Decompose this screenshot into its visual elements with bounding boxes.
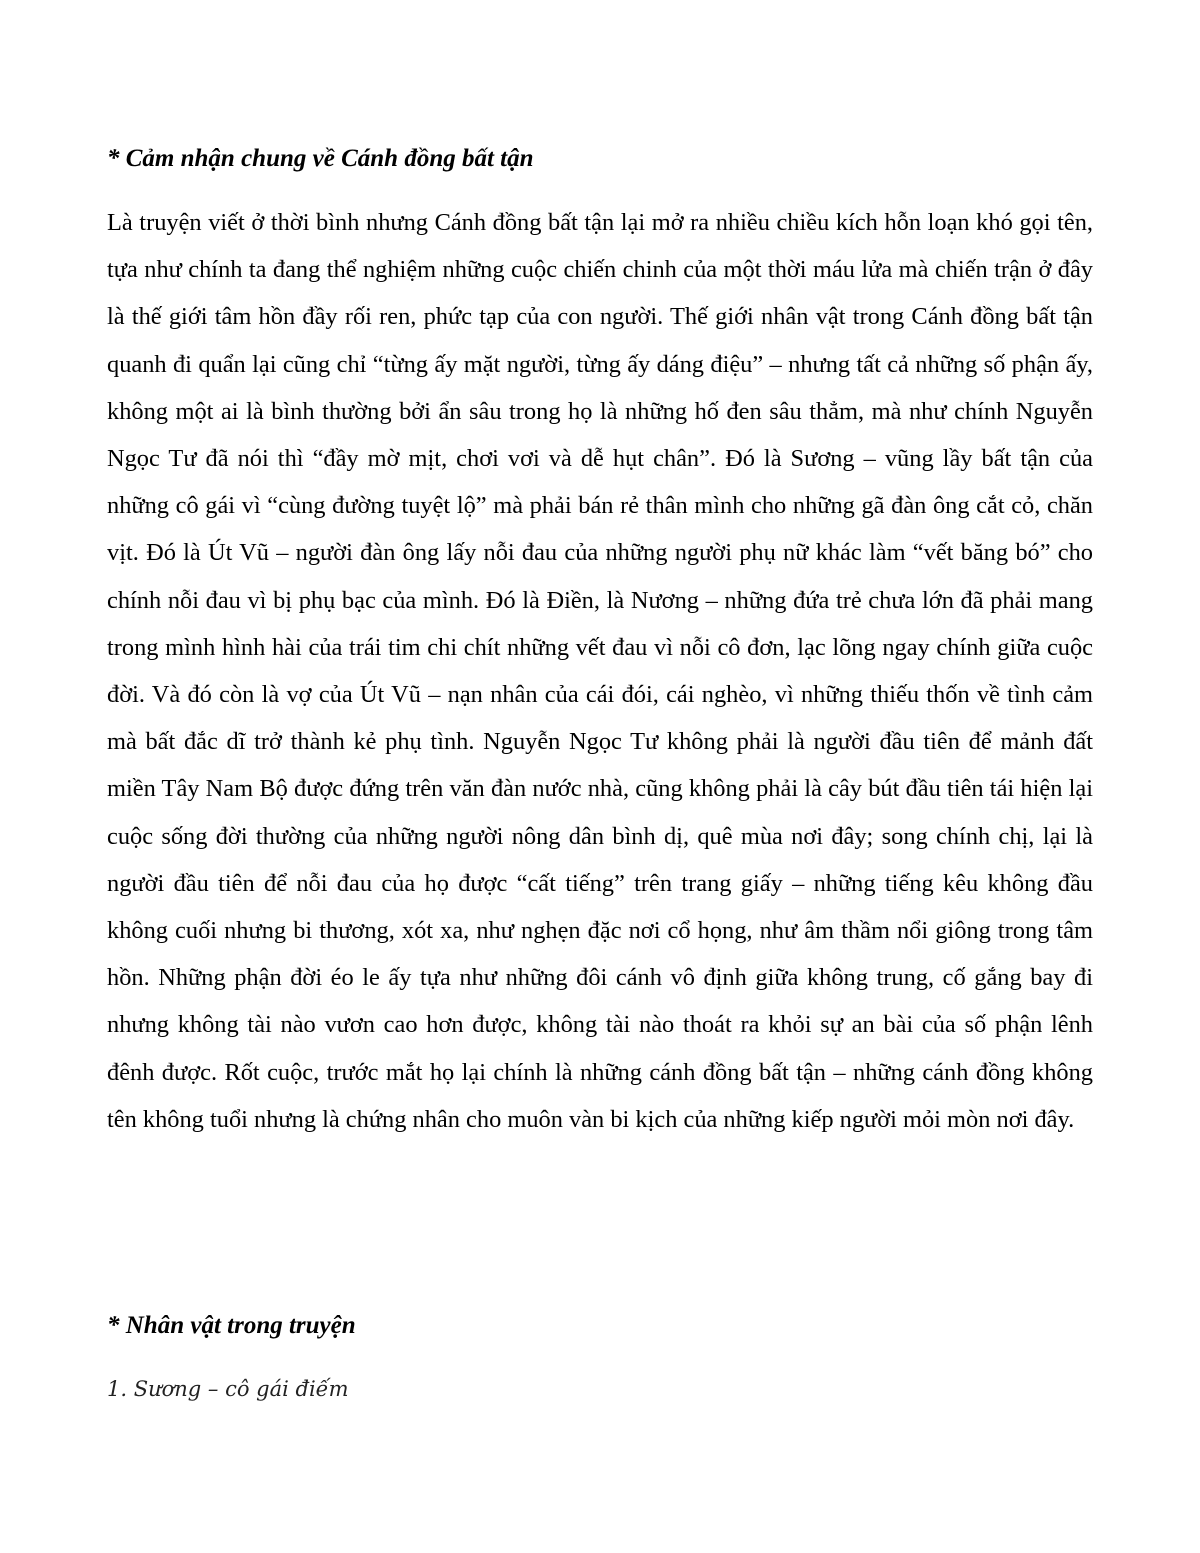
section-heading-characters: * Nhân vật trong truyện xyxy=(107,1312,356,1339)
subheading-character-suong: 1. Sương – cô gái điếm xyxy=(107,1377,349,1401)
section-heading-overview: * Cảm nhận chung về Cánh đồng bất tận xyxy=(107,145,534,172)
body-paragraph: Là truyện viết ở thời bình nhưng Cánh đồng bất tận lại mở ra nhiều chiều kích hỗn loạn khó gọi tên, tựa như chính ta đang thể nghiệm những cuộc chiến chinh của một thời máu lửa mà chiến trận ở đây là thế giới tâm hồn đầy rối ren, phức tạp của con người. Thế giới nhân vật trong Cánh đồng bất tận quanh đi quẩn lại cũng chỉ “từng ấy mặt người, từng ấy dáng điệu” – nhưng tất cả những số phận ấy, không một ai là bình thường bởi ẩn sâu trong họ là những hố đen sâu thẳm, mà như chính Nguyễn Ngọc Tư đã nói thì “đầy mờ mịt, chơi vơi và dễ hụt chân”. Đó là Sương – vũng lầy bất tận của những cô gái vì “cùng đường tuyệt lộ” mà phải bán rẻ thân mình cho những gã đàn ông cắt cỏ, chăn vịt. Đó là Út Vũ – người đàn ông lấy nỗi đau của những người phụ nữ khác làm “vết băng bó” cho chính nỗi đau vì bị phụ bạc của mình. Đó là Điền, là Nương – những đứa trẻ chưa lớn đã phải mang trong mình hình hài của trái tim chi chít những vết đau vì nỗi cô đơn, lạc lõng ngay chính giữa cuộc đời. Và đó còn là vợ của Út Vũ – nạn nhân của cái đói, cái nghèo, vì những thiếu thốn về tình cảm mà bất đắc dĩ trở thành kẻ phụ tình. Nguyễn Ngọc Tư không phải là người đầu tiên để mảnh đất miền Tây Nam Bộ được đứng trên văn đàn nước nhà, cũng không phải là cây bút đầu tiên tái hiện lại cuộc sống đời thường của những người nông dân bình dị, quê mùa nơi đây; song chính chị, lại là người đầu tiên để nỗi đau của họ được “cất tiếng” trên trang giấy – những tiếng kêu không đầu không cuối nhưng bi thương, xót xa, như nghẹn đặc nơi cổ họng, như âm thầm nổi giông trong tâm hồn. Những phận đời éo le ấy tựa như những đôi cánh vô định giữa không trung, cố gắng bay đi nhưng không tài nào vươn cao hơn được, không tài nào thoát ra khỏi sự an bài của số phận lênh đênh được. Rốt cuộc, trước mắt họ lại chính là những cánh đồng bất tận – những cánh đồng không tên không tuổi nhưng là chứng nhân cho muôn vàn bi kịch của những kiếp người mỏi mòn nơi đây. xyxy=(107,209,1093,1133)
